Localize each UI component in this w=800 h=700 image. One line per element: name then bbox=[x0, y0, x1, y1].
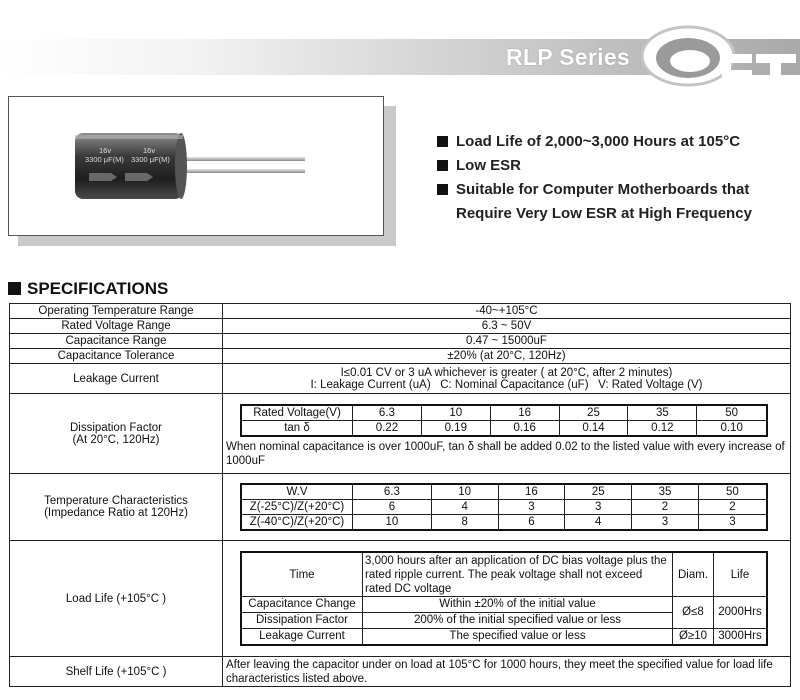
spec-value: -40~+105°C bbox=[223, 304, 791, 319]
spec-value: 0.47 ~ 15000uF bbox=[223, 334, 791, 349]
table-cell: Within ±20% of the initial value bbox=[363, 596, 673, 612]
table-cell: Ø≥10 bbox=[673, 628, 714, 645]
series-title: RLP Series bbox=[505, 44, 630, 70]
bullet-square-icon bbox=[437, 160, 448, 171]
specifications-heading: SPECIFICATIONS bbox=[8, 279, 168, 299]
ost-logo bbox=[636, 24, 800, 88]
table-cell: 10 bbox=[431, 484, 498, 500]
table-cell: The specified value or less bbox=[363, 628, 673, 645]
capacitor-image bbox=[9, 97, 383, 235]
table-cell: 16 bbox=[498, 484, 565, 500]
table-cell: Z(-25°C)/Z(+20°C) bbox=[241, 500, 353, 515]
dissipation-note: When nominal capacitance is over 1000uF, tan δ shall be added 0.02 to the listed value with every increase of 1000uF bbox=[226, 441, 785, 467]
table-cell: 4 bbox=[431, 500, 498, 515]
load-life-table bbox=[240, 551, 768, 646]
table-cell: 6.3 bbox=[353, 405, 422, 421]
spec-value bbox=[223, 364, 791, 394]
spec-value bbox=[223, 474, 791, 541]
bullet-square-icon bbox=[437, 136, 448, 147]
table-cell: 6 bbox=[353, 500, 432, 515]
dissipation-factor-table bbox=[240, 404, 768, 437]
spec-value bbox=[223, 394, 791, 474]
table-cell: 3 bbox=[565, 500, 632, 515]
product-photo bbox=[8, 96, 384, 236]
table-cell: 0.19 bbox=[421, 421, 490, 437]
table-cell: 2000Hrs bbox=[714, 596, 768, 628]
feature-list bbox=[437, 130, 797, 226]
capacitor-label: 3300 μF(M) bbox=[85, 155, 124, 164]
table-cell: 3 bbox=[698, 515, 767, 531]
capacitor-label: 16v bbox=[143, 146, 156, 155]
capacitor-label: 3300 μF(M) bbox=[131, 155, 170, 164]
feature-item-continuation: Require Very Low ESR at High Frequency bbox=[456, 205, 752, 222]
capacitor-label: 16v bbox=[99, 146, 112, 155]
spec-label: Shelf Life (+105°C ) bbox=[10, 657, 223, 687]
spec-value: ±20% (at 20°C, 120Hz) bbox=[223, 349, 791, 364]
table-cell: 0.16 bbox=[490, 421, 559, 437]
table-cell: 200% of the initial specified value or less bbox=[363, 612, 673, 628]
table-cell: Capacitance Change bbox=[241, 596, 363, 612]
table-cell: 10 bbox=[421, 405, 490, 421]
leakage-formula: I≤0.01 CV or 3 uA whichever is greater ( at 20°C, after 2 minutes) bbox=[340, 366, 673, 379]
table-cell: Life bbox=[714, 552, 768, 596]
table-cell: Dissipation Factor bbox=[241, 612, 363, 628]
table-cell: 2 bbox=[698, 500, 767, 515]
heading-square-icon bbox=[8, 282, 21, 295]
spec-label: Leakage Current bbox=[10, 364, 223, 394]
spec-value bbox=[223, 541, 791, 657]
spec-label: Operating Temperature Range bbox=[10, 304, 223, 319]
table-cell: 16 bbox=[490, 405, 559, 421]
table-cell: Z(-40°C)/Z(+20°C) bbox=[241, 515, 353, 531]
feature-item: Load Life of 2,000~3,000 Hours at 105°C bbox=[437, 130, 797, 154]
spec-label: Load Life (+105°C ) bbox=[10, 541, 223, 657]
table-cell: tan δ bbox=[241, 421, 353, 437]
table-cell: Ø≤8 bbox=[673, 596, 714, 628]
table-cell: 6.3 bbox=[353, 484, 432, 500]
table-cell: 2 bbox=[632, 500, 699, 515]
table-cell: 8 bbox=[431, 515, 498, 531]
spec-label: Capacitance Tolerance bbox=[10, 349, 223, 364]
spec-value: After leaving the capacitor under on load at 105°C for 1000 hours, they meet the specified value for load life characteristics listed above. bbox=[223, 657, 791, 687]
table-cell: 0.12 bbox=[628, 421, 697, 437]
table-cell: 50 bbox=[698, 484, 767, 500]
table-cell: 0.22 bbox=[353, 421, 422, 437]
table-cell: 3 bbox=[632, 515, 699, 531]
table-cell: 3 bbox=[498, 500, 565, 515]
table-cell: Leakage Current bbox=[241, 628, 363, 645]
impedance-ratio-table bbox=[240, 483, 768, 531]
table-cell: Time bbox=[241, 552, 363, 596]
table-cell: 50 bbox=[697, 405, 767, 421]
table-cell: 0.14 bbox=[559, 421, 628, 437]
table-cell: 25 bbox=[559, 405, 628, 421]
table-cell: 10 bbox=[353, 515, 432, 531]
spec-label: Temperature Characteristics (Impedance Ratio at 120Hz) bbox=[10, 474, 223, 541]
table-cell: 3,000 hours after an application of DC bias voltage plus the rated ripple current. The peak voltage shall not exceed rated DC voltage bbox=[363, 552, 673, 596]
table-cell: W.V bbox=[241, 484, 353, 500]
table-cell: 6 bbox=[498, 515, 565, 531]
leakage-legend: I: Leakage Current (uA) C: Nominal Capacitance (uF) V: Rated Voltage (V) bbox=[310, 378, 703, 391]
table-cell: 4 bbox=[565, 515, 632, 531]
table-cell: 3000Hrs bbox=[714, 628, 768, 645]
table-cell: 35 bbox=[632, 484, 699, 500]
feature-item: Suitable for Computer Motherboards that bbox=[437, 178, 797, 202]
spec-label: Dissipation Factor (At 20°C, 120Hz) bbox=[10, 394, 223, 474]
spec-value: 6.3 ~ 50V bbox=[223, 319, 791, 334]
table-cell: Rated Voltage(V) bbox=[241, 405, 353, 421]
bullet-square-icon bbox=[437, 184, 448, 195]
spec-label: Capacitance Range bbox=[10, 334, 223, 349]
specifications-table bbox=[9, 303, 791, 687]
table-cell: 35 bbox=[628, 405, 697, 421]
feature-item: Low ESR bbox=[437, 154, 797, 178]
spec-label: Rated Voltage Range bbox=[10, 319, 223, 334]
table-cell: 0.10 bbox=[697, 421, 767, 437]
table-cell: 25 bbox=[565, 484, 632, 500]
table-cell: Diam. bbox=[673, 552, 714, 596]
